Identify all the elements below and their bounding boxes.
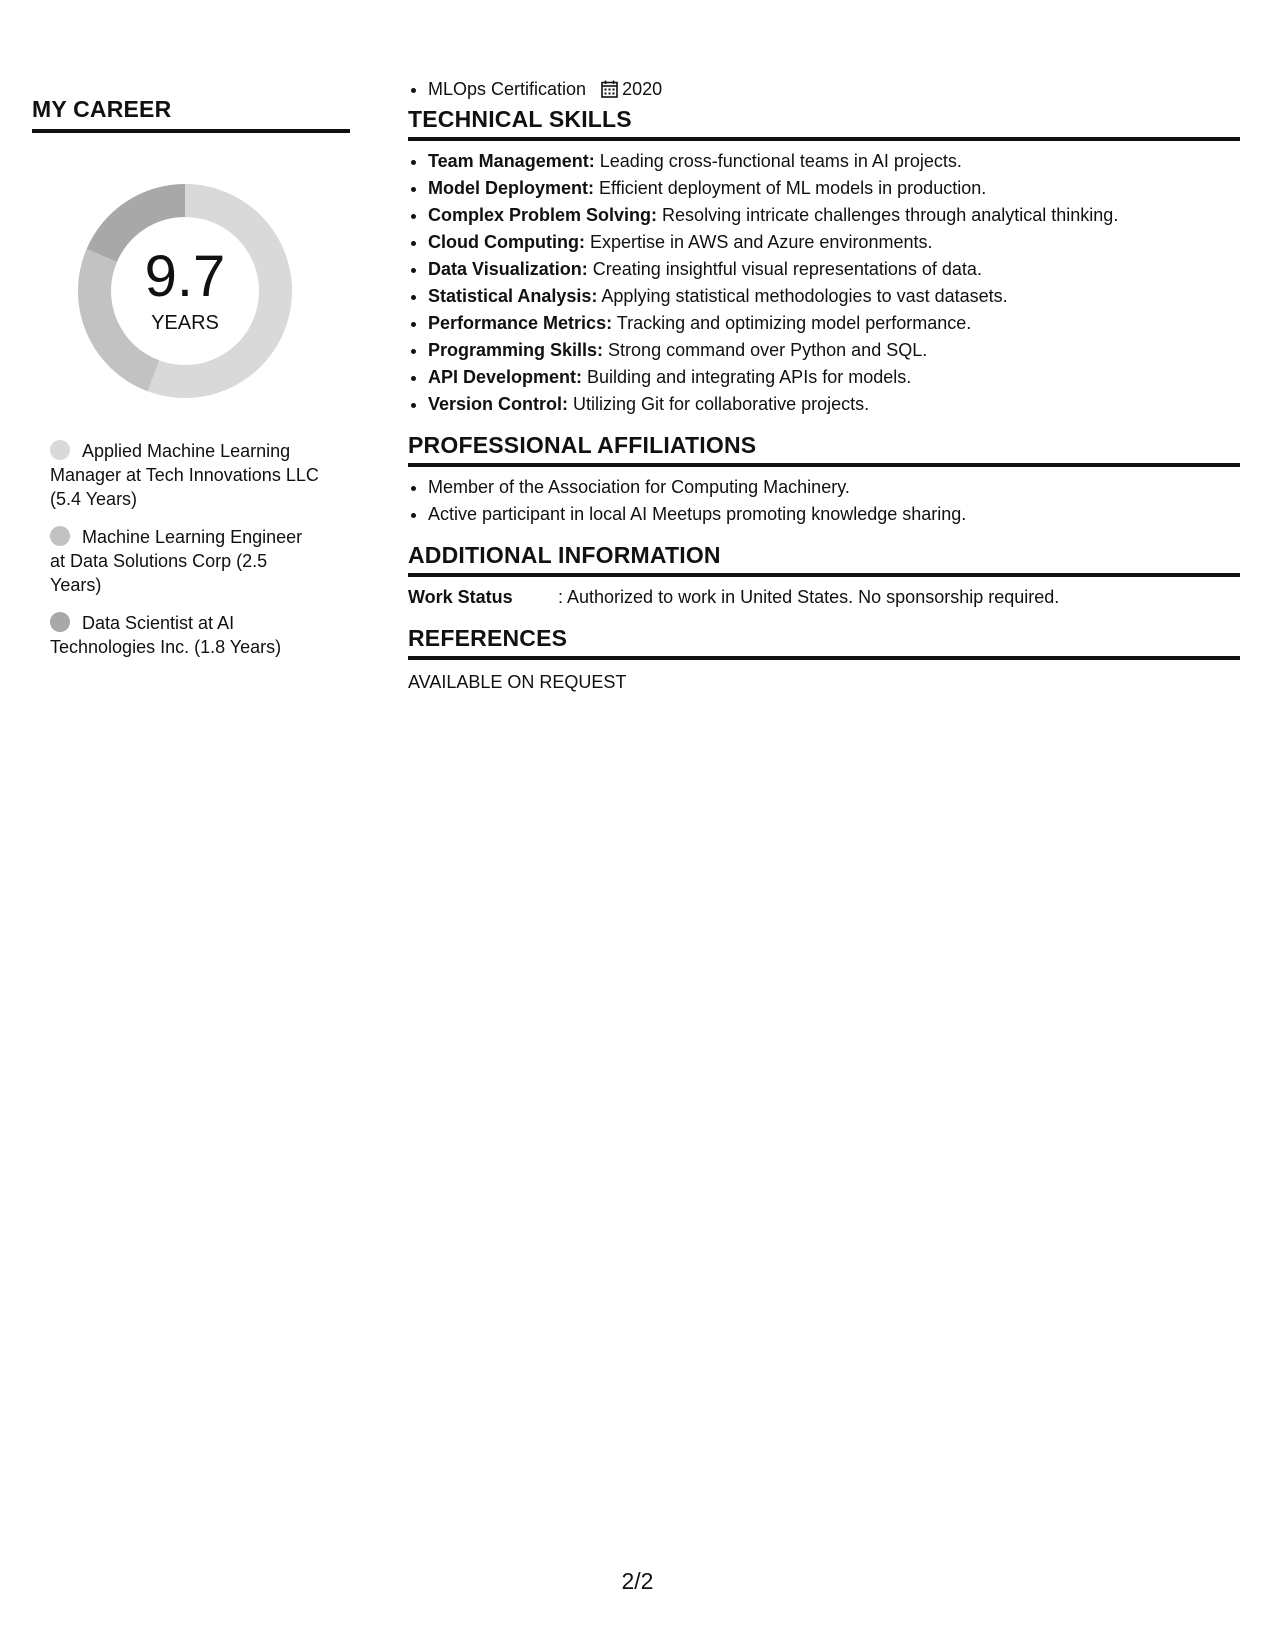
career-donut-chart — [67, 173, 303, 409]
skill-item — [428, 202, 1240, 229]
skills-list — [408, 148, 1240, 418]
skill-name: Statistical Analysis: — [428, 286, 598, 306]
certification-name: MLOps Certification — [428, 79, 587, 99]
legend-label: Machine Learning Engineer at Data Solutions Corp (2.5 Years) — [50, 527, 303, 595]
skill-desc: Strong command over Python and SQL. — [603, 340, 928, 360]
skill-item — [428, 256, 1240, 283]
skill-name: Model Deployment: — [428, 178, 595, 198]
donut-center — [67, 173, 303, 409]
legend-label: Data Scientist at AI Technologies Inc. (1.8 Years) — [50, 613, 282, 657]
work-status-value: : Authorized to work in United States. No sponsorship required. — [558, 587, 1060, 607]
affiliations-section — [408, 432, 1240, 528]
technical-skills-title: TECHNICAL SKILLS — [408, 106, 1240, 141]
legend-dot — [50, 440, 70, 460]
skill-desc: Resolving intricate challenges through analytical thinking. — [657, 205, 1119, 225]
total-years-unit: YEARS — [151, 311, 219, 334]
additional-info-title: ADDITIONAL INFORMATION — [408, 542, 1240, 577]
main-content — [408, 76, 1240, 710]
skill-name: Data Visualization: — [428, 259, 588, 279]
skill-item — [428, 175, 1240, 202]
references-title: REFERENCES — [408, 625, 1240, 660]
skill-item — [428, 283, 1240, 310]
technical-skills-section — [408, 106, 1240, 418]
skill-item — [428, 391, 1240, 418]
calendar-icon — [601, 79, 618, 106]
page-number: 2/2 — [621, 1568, 654, 1594]
certification-list — [408, 76, 1240, 106]
career-panel — [32, 96, 350, 673]
skill-name: Complex Problem Solving: — [428, 205, 658, 225]
skill-item — [428, 337, 1240, 364]
skill-name: Team Management: — [428, 151, 595, 171]
skill-desc: Efficient deployment of ML models in production. — [594, 178, 987, 198]
skill-desc: Applying statistical methodologies to vast datasets. — [597, 286, 1008, 306]
legend-item — [50, 611, 320, 659]
legend-item — [50, 439, 320, 511]
skill-name: Programming Skills: — [428, 340, 604, 360]
skill-name: Performance Metrics: — [428, 313, 613, 333]
career-legend — [50, 439, 320, 659]
skill-desc: Tracking and optimizing model performance. — [612, 313, 972, 333]
career-title: MY CAREER — [32, 96, 350, 133]
skill-name: Cloud Computing: — [428, 232, 585, 252]
skill-name: API Development: — [428, 367, 583, 387]
skill-item — [428, 364, 1240, 391]
legend-dot — [50, 612, 70, 632]
skill-desc: Building and integrating APIs for models. — [582, 367, 912, 387]
skill-item — [428, 310, 1240, 337]
total-years-value: 9.7 — [144, 243, 226, 309]
work-status-row — [408, 584, 1240, 611]
skill-item — [428, 148, 1240, 175]
skill-item — [428, 229, 1240, 256]
references-text: AVAILABLE ON REQUEST — [408, 672, 627, 692]
legend-dot — [50, 526, 70, 546]
skill-desc: Creating insightful visual representations of data. — [587, 259, 982, 279]
skill-desc: Leading cross-functional teams in AI projects. — [594, 151, 962, 171]
certification-item — [428, 76, 1240, 106]
legend-item — [50, 525, 320, 597]
work-status-label: Work Status — [408, 587, 513, 607]
additional-info-section — [408, 542, 1240, 611]
certification-year: 2020 — [622, 79, 663, 99]
affiliations-list — [408, 474, 1240, 528]
skill-name: Version Control: — [428, 394, 569, 414]
affiliation-item: • Active participant in local AI Meetups promoting knowledge sharing. — [428, 501, 1240, 528]
skill-desc: Utilizing Git for collaborative projects. — [568, 394, 870, 414]
affiliation-item: • Member of the Association for Computing Machinery. — [428, 474, 1240, 501]
references-section — [408, 625, 1240, 696]
skill-desc: Expertise in AWS and Azure environments. — [584, 232, 933, 252]
affiliations-title: PROFESSIONAL AFFILIATIONS — [408, 432, 1240, 467]
legend-label: Applied Machine Learning Manager at Tech Innovations LLC (5.4 Years) — [50, 441, 319, 509]
